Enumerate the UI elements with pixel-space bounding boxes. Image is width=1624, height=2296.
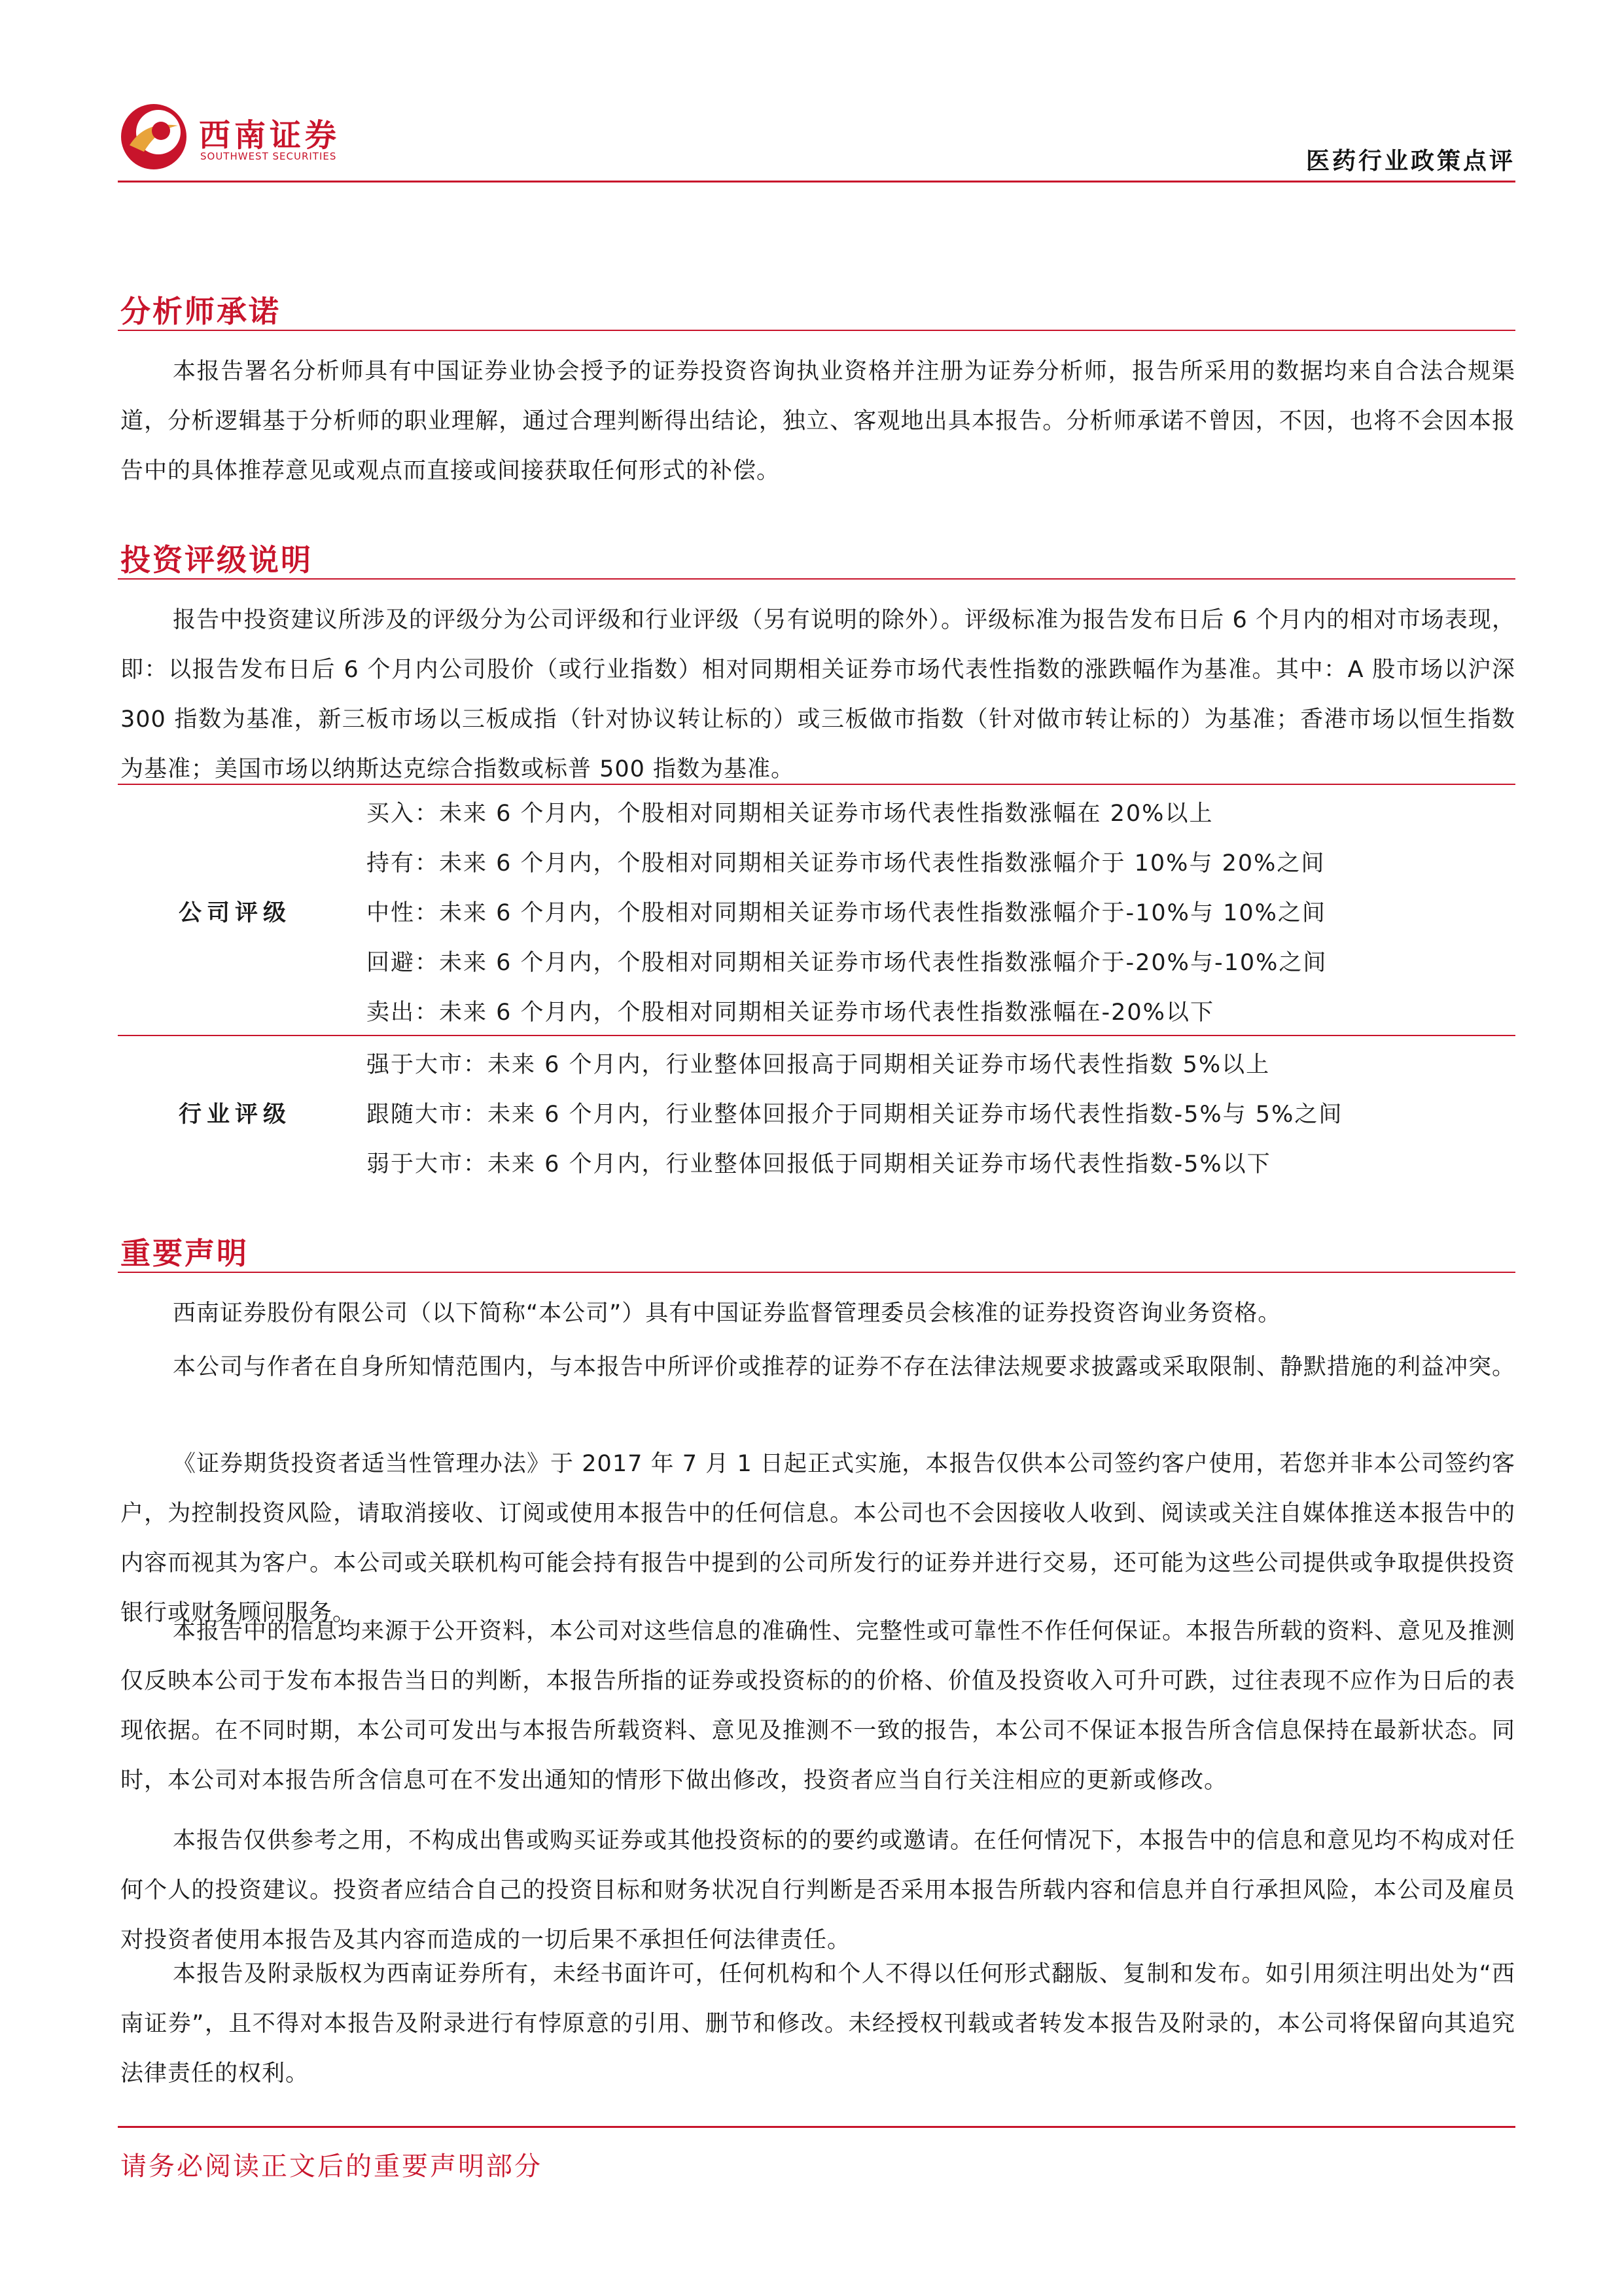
industry-rating-label: 行业评级 — [178, 1102, 291, 1128]
footer-notice: 请务必阅读正文后的重要声明部分 — [120, 2151, 542, 2182]
brand-name-cn: 西南证券 — [199, 117, 341, 154]
industry-rating-underperform: 弱于大市：未来 6 个月内，行业整体回报低于同期相关证券市场代表性指数-5%以下 — [366, 1151, 1271, 1177]
section-divider — [118, 1272, 1515, 1273]
footer-divider — [118, 2126, 1515, 2128]
rating-explanation-paragraph: 报告中投资建议所涉及的评级分为公司评级和行业评级（另有说明的除外）。评级标准为报告发布日后 6 个月内的相对市场表现，即：以报告发布日后 6 个月内公司股价（或行业指数）相对同期相关证券市场代表性指数的涨跌幅作为基准。其中：A 股市场以沪深 300 指数为基准，新三板市场以三板成指（针对协议转让标的）或三板做市指数（针对做市转让标的）为基准；香港市场以恒生指数为基准；美国市场以纳斯达克综合指数或标普 500 指数为基准。 — [120, 607, 1515, 782]
section-divider — [118, 330, 1515, 331]
industry-rating-outperform: 强于大市：未来 6 个月内，行业整体回报高于同期相关证券市场代表性指数 5%以上 — [366, 1052, 1271, 1078]
disclaimer-paragraph: 西南证券股份有限公司（以下简称“本公司”）具有中国证券监督管理委员会核准的证券投资咨询业务资格。 — [173, 1300, 1282, 1327]
industry-rating-market-perform: 跟随大市：未来 6 个月内，行业整体回报介于同期相关证券市场代表性指数-5%与 5%之间 — [366, 1102, 1343, 1128]
company-logo — [118, 98, 341, 170]
disclaimer-paragraph: 本报告及附录版权为西南证券所有，未经书面许可，任何机构和个人不得以任何形式翻版、复制和发布。如引用须注明出处为“西南证券”，且不得对本报告及附录进行有悖原意的引用、删节和修改。未经授权刊载或者转发本报告及附录的，本公司将保留向其追究法律责任的权利。 — [120, 1961, 1515, 2087]
company-rating-hold: 持有：未来 6 个月内，个股相对同期相关证券市场代表性指数涨幅介于 10%与 20%之间 — [366, 850, 1326, 877]
analyst-commitment-paragraph: 本报告署名分析师具有中国证券业协会授予的证券投资咨询执业资格并注册为证券分析师，报告所采用的数据均来自合法合规渠道，分析逻辑基于分析师的职业理解，通过合理判断得出结论，独立、客观地出具本报告。分析师承诺不曾因，不因，也将不会因本报告中的具体推荐意见或观点而直接或间接获取任何形式的补偿。 — [120, 358, 1515, 484]
brand-name-en: SOUTHWEST SECURITIES — [200, 150, 337, 162]
section-divider — [118, 578, 1515, 580]
logo-emblem-icon — [118, 101, 190, 173]
company-rating-avoid: 回避：未来 6 个月内，个股相对同期相关证券市场代表性指数涨幅介于-20%与-10%之间 — [366, 950, 1328, 976]
company-rating-sell: 卖出：未来 6 个月内，个股相对同期相关证券市场代表性指数涨幅在-20%以下 — [366, 1000, 1214, 1026]
header-divider — [118, 181, 1515, 183]
company-rating-buy: 买入：未来 6 个月内，个股相对同期相关证券市场代表性指数涨幅在 20%以上 — [366, 801, 1214, 827]
company-rating-label: 公司评级 — [178, 900, 291, 926]
disclaimer-paragraph: 本公司与作者在自身所知情范围内，与本报告中所评价或推荐的证券不存在法律法规要求披露或采取限制、静默措施的利益冲突。 — [173, 1354, 1516, 1380]
section-title-analyst-commitment: 分析师承诺 — [120, 294, 281, 329]
company-rating-neutral: 中性：未来 6 个月内，个股相对同期相关证券市场代表性指数涨幅介于-10%与 10%之间 — [366, 900, 1326, 926]
section-title-disclaimer: 重要声明 — [120, 1236, 249, 1271]
disclaimer-paragraph: 本报告中的信息均来源于公开资料，本公司对这些信息的准确性、完整性或可靠性不作任何保证。本报告所载的资料、意见及推测仅反映本公司于发布本报告当日的判断，本报告所指的证券或投资标的的价格、价值及投资收入可升可跌，过往表现不应作为日后的表现依据。在不同时期，本公司可发出与本报告所载资料、意见及推测不一致的报告，本公司不保证本报告所含信息保持在最新状态。同时，本公司对本报告所含信息可在不发出通知的情形下做出修改，投资者应当自行关注相应的更新或修改。 — [120, 1618, 1516, 1794]
rating-table-top-rule — [118, 784, 1515, 785]
section-title-rating-explanation: 投资评级说明 — [120, 542, 313, 578]
disclaimer-paragraph: 《证券期货投资者适当性管理办法》于 2017 年 7 月 1 日起正式实施，本报告仅供本公司签约客户使用，若您并非本公司签约客户，为控制投资风险，请取消接收、订阅或使用本报告中的任何信息。本公司也不会因接收人收到、阅读或关注自媒体推送本报告中的内容而视其为客户。本公司或关联机构可能会持有报告中提到的公司所发行的证券并进行交易，还可能为这些公司提供或争取提供投资银行或财务顾问服务。 — [120, 1451, 1515, 1626]
disclaimer-paragraph: 本报告仅供参考之用，不构成出售或购买证券或其他投资标的的要约或邀请。在任何情况下，本报告中的信息和意见均不构成对任何个人的投资建议。投资者应结合自己的投资目标和财务状况自行判断是否采用本报告所载内容和信息并自行承担风险，本公司及雇员对投资者使用本报告及其内容而造成的一切后果不承担任何法律责任。 — [120, 1828, 1516, 1953]
report-type-title: 医药行业政策点评 — [1305, 148, 1515, 175]
rating-table-mid-rule — [118, 1035, 1515, 1036]
